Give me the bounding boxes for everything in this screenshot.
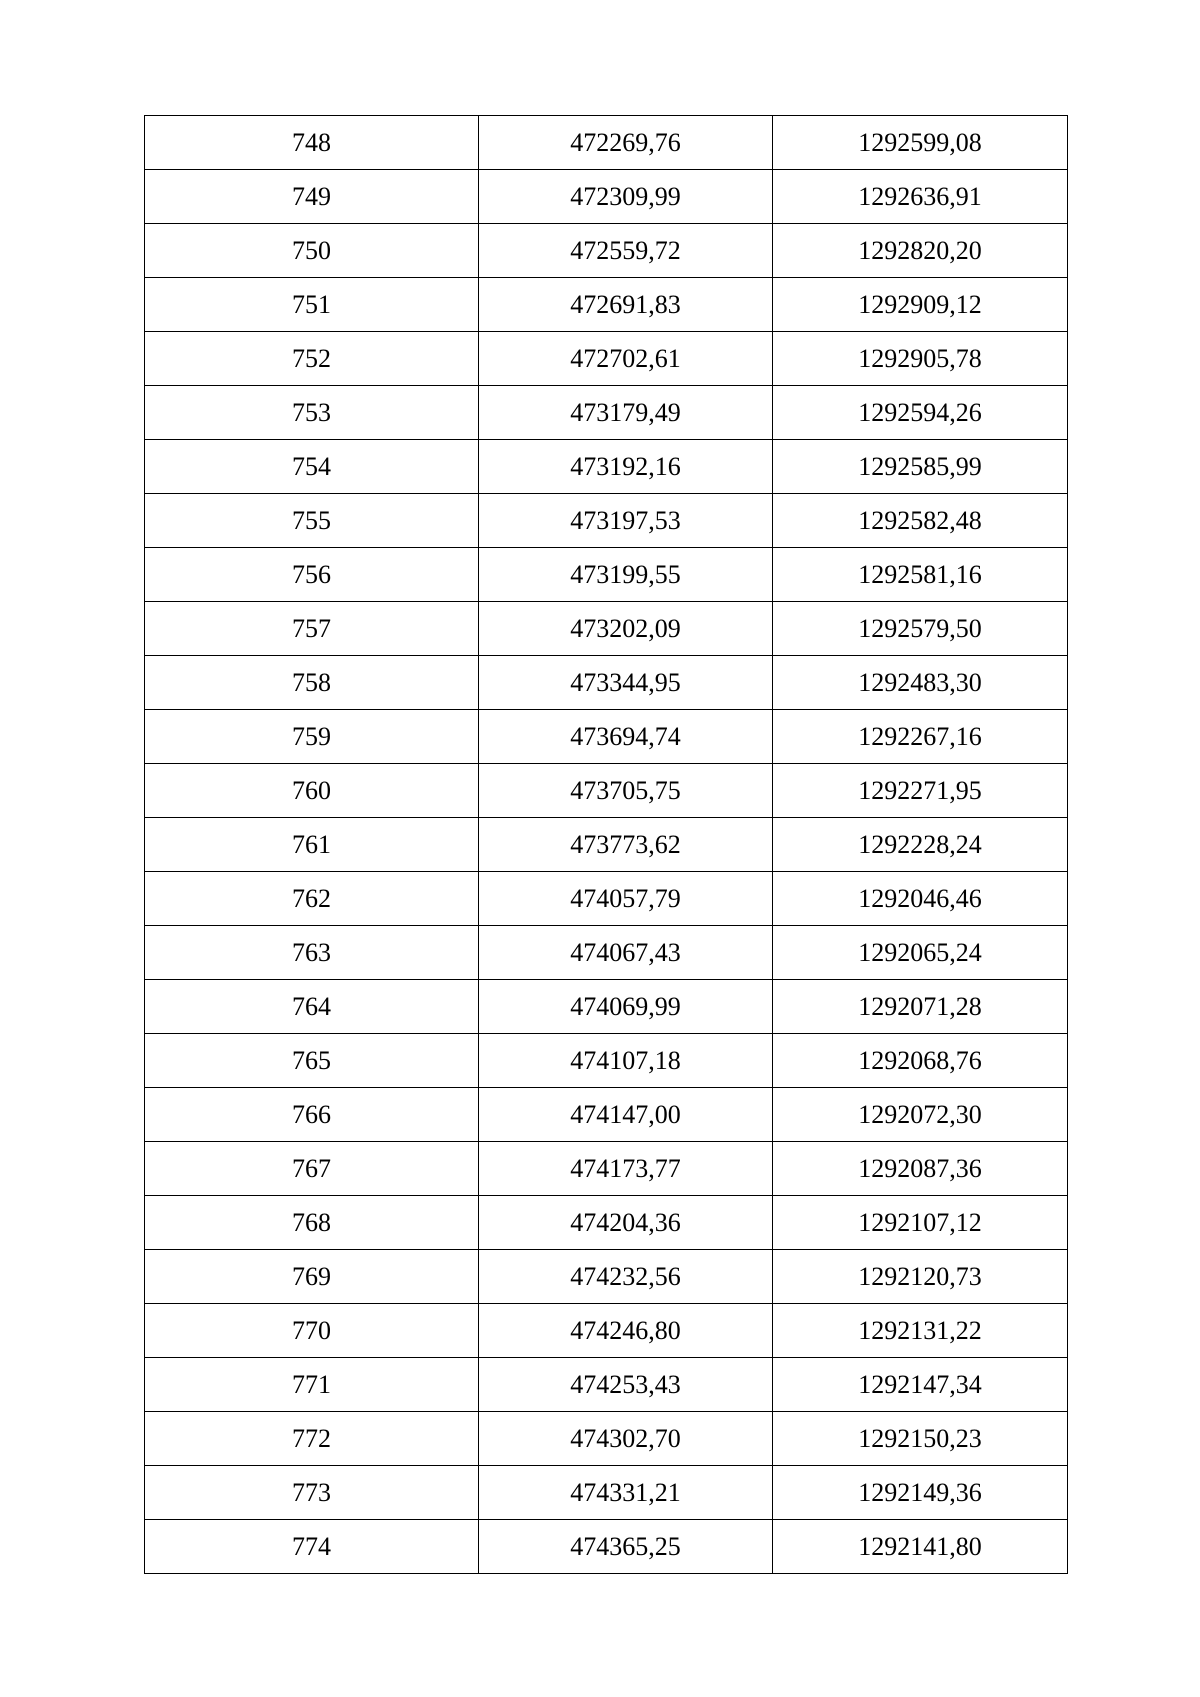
- y-coordinate-cell: 1292905,78: [773, 332, 1068, 386]
- y-coordinate-cell: 1292072,30: [773, 1088, 1068, 1142]
- point-number-cell: 752: [145, 332, 479, 386]
- x-coordinate-cell: 474246,80: [479, 1304, 773, 1358]
- table-row: [145, 1088, 1068, 1142]
- point-number-cell: 764: [145, 980, 479, 1034]
- table-row: [145, 278, 1068, 332]
- table-row: [145, 710, 1068, 764]
- x-coordinate-cell: 474232,56: [479, 1250, 773, 1304]
- point-number-cell: 762: [145, 872, 479, 926]
- table-row: [145, 224, 1068, 278]
- y-coordinate-cell: 1292636,91: [773, 170, 1068, 224]
- table-row: [145, 1142, 1068, 1196]
- point-number-cell: 749: [145, 170, 479, 224]
- x-coordinate-cell: 473773,62: [479, 818, 773, 872]
- x-coordinate-cell: 473202,09: [479, 602, 773, 656]
- x-coordinate-cell: 472559,72: [479, 224, 773, 278]
- x-coordinate-cell: 473694,74: [479, 710, 773, 764]
- table-row: [145, 1034, 1068, 1088]
- table-row: [145, 764, 1068, 818]
- table-row: [145, 548, 1068, 602]
- y-coordinate-cell: 1292483,30: [773, 656, 1068, 710]
- point-number-cell: 751: [145, 278, 479, 332]
- point-number-cell: 771: [145, 1358, 479, 1412]
- point-number-cell: 768: [145, 1196, 479, 1250]
- y-coordinate-cell: 1292071,28: [773, 980, 1068, 1034]
- table-row: [145, 332, 1068, 386]
- table-row: [145, 386, 1068, 440]
- table-row: [145, 170, 1068, 224]
- y-coordinate-cell: 1292068,76: [773, 1034, 1068, 1088]
- coordinates-table: [144, 115, 1068, 1574]
- point-number-cell: 753: [145, 386, 479, 440]
- point-number-cell: 761: [145, 818, 479, 872]
- y-coordinate-cell: 1292582,48: [773, 494, 1068, 548]
- coordinates-table-body: [145, 116, 1068, 1574]
- table-row: [145, 872, 1068, 926]
- x-coordinate-cell: 474302,70: [479, 1412, 773, 1466]
- point-number-cell: 766: [145, 1088, 479, 1142]
- point-number-cell: 765: [145, 1034, 479, 1088]
- y-coordinate-cell: 1292150,23: [773, 1412, 1068, 1466]
- point-number-cell: 774: [145, 1520, 479, 1574]
- y-coordinate-cell: 1292120,73: [773, 1250, 1068, 1304]
- point-number-cell: 757: [145, 602, 479, 656]
- point-number-cell: 748: [145, 116, 479, 170]
- y-coordinate-cell: 1292107,12: [773, 1196, 1068, 1250]
- point-number-cell: 759: [145, 710, 479, 764]
- x-coordinate-cell: 473192,16: [479, 440, 773, 494]
- y-coordinate-cell: 1292147,34: [773, 1358, 1068, 1412]
- table-row: [145, 440, 1068, 494]
- table-row: [145, 602, 1068, 656]
- x-coordinate-cell: 473705,75: [479, 764, 773, 818]
- point-number-cell: 758: [145, 656, 479, 710]
- x-coordinate-cell: 472691,83: [479, 278, 773, 332]
- point-number-cell: 767: [145, 1142, 479, 1196]
- table-row: [145, 1304, 1068, 1358]
- point-number-cell: 773: [145, 1466, 479, 1520]
- x-coordinate-cell: 473199,55: [479, 548, 773, 602]
- point-number-cell: 754: [145, 440, 479, 494]
- x-coordinate-cell: 474173,77: [479, 1142, 773, 1196]
- x-coordinate-cell: 473197,53: [479, 494, 773, 548]
- x-coordinate-cell: 474067,43: [479, 926, 773, 980]
- y-coordinate-cell: 1292087,36: [773, 1142, 1068, 1196]
- x-coordinate-cell: 474365,25: [479, 1520, 773, 1574]
- y-coordinate-cell: 1292909,12: [773, 278, 1068, 332]
- table-row: [145, 656, 1068, 710]
- x-coordinate-cell: 472309,99: [479, 170, 773, 224]
- table-row: [145, 1358, 1068, 1412]
- point-number-cell: 763: [145, 926, 479, 980]
- table-row: [145, 116, 1068, 170]
- x-coordinate-cell: 473344,95: [479, 656, 773, 710]
- table-row: [145, 926, 1068, 980]
- x-coordinate-cell: 474147,00: [479, 1088, 773, 1142]
- point-number-cell: 770: [145, 1304, 479, 1358]
- x-coordinate-cell: 473179,49: [479, 386, 773, 440]
- table-row: [145, 1520, 1068, 1574]
- x-coordinate-cell: 474069,99: [479, 980, 773, 1034]
- y-coordinate-cell: 1292228,24: [773, 818, 1068, 872]
- point-number-cell: 755: [145, 494, 479, 548]
- table-row: [145, 1250, 1068, 1304]
- x-coordinate-cell: 472269,76: [479, 116, 773, 170]
- table-row: [145, 818, 1068, 872]
- table-row: [145, 1196, 1068, 1250]
- y-coordinate-cell: 1292046,46: [773, 872, 1068, 926]
- point-number-cell: 760: [145, 764, 479, 818]
- point-number-cell: 750: [145, 224, 479, 278]
- y-coordinate-cell: 1292579,50: [773, 602, 1068, 656]
- y-coordinate-cell: 1292141,80: [773, 1520, 1068, 1574]
- table-row: [145, 980, 1068, 1034]
- table-row: [145, 1412, 1068, 1466]
- y-coordinate-cell: 1292149,36: [773, 1466, 1068, 1520]
- y-coordinate-cell: 1292599,08: [773, 116, 1068, 170]
- y-coordinate-cell: 1292581,16: [773, 548, 1068, 602]
- point-number-cell: 772: [145, 1412, 479, 1466]
- x-coordinate-cell: 474107,18: [479, 1034, 773, 1088]
- x-coordinate-cell: 474204,36: [479, 1196, 773, 1250]
- y-coordinate-cell: 1292585,99: [773, 440, 1068, 494]
- x-coordinate-cell: 472702,61: [479, 332, 773, 386]
- y-coordinate-cell: 1292271,95: [773, 764, 1068, 818]
- table-row: [145, 494, 1068, 548]
- x-coordinate-cell: 474331,21: [479, 1466, 773, 1520]
- point-number-cell: 756: [145, 548, 479, 602]
- point-number-cell: 769: [145, 1250, 479, 1304]
- x-coordinate-cell: 474057,79: [479, 872, 773, 926]
- y-coordinate-cell: 1292820,20: [773, 224, 1068, 278]
- x-coordinate-cell: 474253,43: [479, 1358, 773, 1412]
- y-coordinate-cell: 1292131,22: [773, 1304, 1068, 1358]
- y-coordinate-cell: 1292065,24: [773, 926, 1068, 980]
- table-row: [145, 1466, 1068, 1520]
- y-coordinate-cell: 1292267,16: [773, 710, 1068, 764]
- y-coordinate-cell: 1292594,26: [773, 386, 1068, 440]
